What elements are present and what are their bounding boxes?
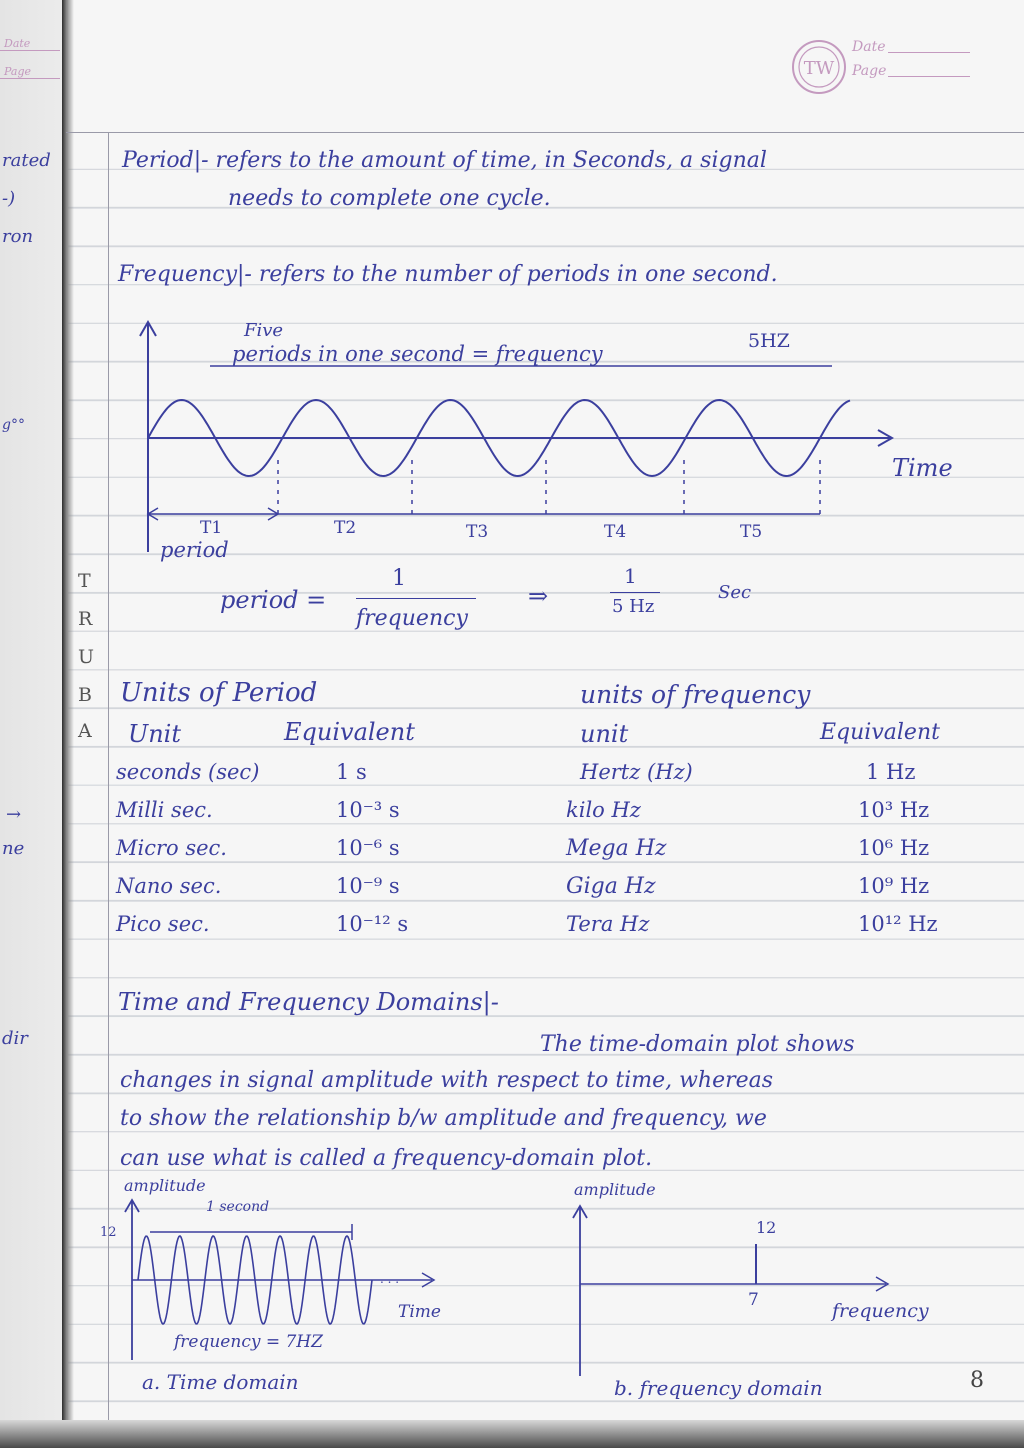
units-frequency-col-equiv: Equivalent bbox=[820, 720, 940, 745]
page-label: Page bbox=[852, 63, 887, 79]
period-unit-row: Nano sec. bbox=[116, 874, 222, 898]
units-frequency-title: units of frequency bbox=[580, 680, 811, 709]
period-unit-row: seconds (sec) bbox=[116, 760, 260, 784]
period-T2: T2 bbox=[334, 518, 357, 538]
td-top-label: 1 second bbox=[206, 1199, 270, 1215]
tw-logo bbox=[790, 38, 848, 96]
formula-denominator: frequency bbox=[356, 606, 468, 631]
period-T5: T5 bbox=[740, 522, 763, 542]
frequency-unit-row: kilo Hz bbox=[566, 798, 641, 822]
formula-arrow: ⇒ bbox=[528, 582, 549, 610]
previous-page-strip bbox=[0, 0, 68, 1448]
binding-shadow bbox=[62, 0, 74, 1448]
units-period-col-unit: Unit bbox=[128, 720, 182, 748]
fd-caption: b. frequency domain bbox=[614, 1376, 823, 1400]
period-equiv-row: 10⁻⁶ s bbox=[336, 836, 400, 860]
date-line bbox=[888, 52, 970, 53]
domains-line1: The time-domain plot shows bbox=[540, 1032, 855, 1057]
period-equiv-row: 10⁻³ s bbox=[336, 798, 400, 822]
frequency-unit-row: Tera Hz bbox=[566, 912, 650, 936]
frequency-equiv-row: 10¹² Hz bbox=[858, 912, 938, 936]
period-unit-row: Pico sec. bbox=[116, 912, 210, 936]
logo-text: TW bbox=[803, 58, 835, 79]
period-equiv-row: 10⁻⁹ s bbox=[336, 874, 400, 898]
strip-fragment: ne bbox=[2, 838, 25, 859]
fd-amp-value: 12 bbox=[756, 1218, 777, 1237]
strip-fragment: g°° bbox=[2, 417, 25, 433]
period-T3: T3 bbox=[466, 522, 489, 542]
strip-fragment: dir bbox=[2, 1028, 28, 1049]
page-line bbox=[888, 76, 970, 77]
units-frequency-col-unit: unit bbox=[580, 720, 629, 748]
sine-label-value: 5HZ bbox=[748, 330, 790, 352]
svg-text:. . .: . . . bbox=[380, 1272, 400, 1286]
period-T1: T1 bbox=[200, 518, 223, 538]
frequency-equiv-row: 10³ Hz bbox=[858, 798, 930, 822]
units-period-col-equiv: Equivalent bbox=[284, 718, 415, 746]
period-definition-line1: Period|- refers to the amount of time, in Seconds, a signal bbox=[122, 148, 767, 173]
formula-rhs-note: Sec bbox=[718, 582, 752, 603]
strip-fragment: rated bbox=[2, 150, 51, 171]
formula-fraction-bar bbox=[356, 598, 476, 599]
strip-arrow-icon: → bbox=[6, 804, 22, 825]
domains-line4: can use what is called a frequency-domain plot. bbox=[120, 1146, 653, 1171]
margin-note: U bbox=[78, 646, 95, 668]
page-bottom-edge bbox=[0, 1420, 1024, 1448]
formula-rhs-denominator: 5 Hz bbox=[612, 596, 655, 617]
page-number: 8 bbox=[970, 1368, 984, 1393]
frequency-equiv-row: 10⁶ Hz bbox=[858, 836, 930, 860]
sine-curve bbox=[148, 400, 850, 476]
left-page-line bbox=[0, 78, 60, 79]
left-page-label: Page bbox=[4, 65, 32, 78]
date-label: Date bbox=[852, 39, 886, 55]
period-unit-row: Micro sec. bbox=[116, 836, 227, 860]
margin-note: T bbox=[78, 570, 91, 592]
frequency-unit-row: Hertz (Hz) bbox=[580, 760, 693, 784]
formula-lhs: period = bbox=[220, 586, 327, 614]
frequency-equiv-row: 1 Hz bbox=[866, 760, 916, 784]
period-T4: T4 bbox=[604, 522, 627, 542]
margin-note: B bbox=[78, 684, 92, 706]
time-domain-wave bbox=[138, 1236, 372, 1324]
period-definition-line2: needs to complete one cycle. bbox=[228, 186, 551, 211]
margin-line-top bbox=[66, 132, 1024, 133]
fd-x-label: frequency bbox=[832, 1300, 929, 1322]
domains-line2: changes in signal amplitude with respect to time, whereas bbox=[120, 1068, 774, 1093]
sine-label-main: periods in one second = frequency bbox=[232, 342, 603, 366]
sine-axis-label: Time bbox=[892, 454, 953, 482]
domains-heading: Time and Frequency Domains|- bbox=[118, 988, 499, 1016]
margin-note: R bbox=[78, 608, 93, 630]
formula-numerator: 1 bbox=[392, 566, 406, 591]
td-amp-value: 12 bbox=[100, 1225, 117, 1240]
strip-fragment: -) bbox=[2, 188, 16, 209]
domains-line3: to show the relationship b/w amplitude and frequency, we bbox=[120, 1106, 767, 1131]
period-label: period bbox=[160, 538, 229, 562]
margin-note: A bbox=[78, 720, 92, 742]
frequency-unit-row: Mega Hz bbox=[566, 836, 667, 861]
frequency-definition: Frequency|- refers to the number of periods in one second. bbox=[118, 262, 778, 287]
sine-label-top: Five bbox=[244, 320, 284, 341]
left-date-line bbox=[0, 50, 60, 51]
fd-y-label: amplitude bbox=[574, 1180, 656, 1199]
formula-rhs-bar bbox=[610, 592, 660, 593]
formula-rhs-numerator: 1 bbox=[624, 564, 637, 588]
frequency-equiv-row: 10⁹ Hz bbox=[858, 874, 930, 898]
td-freq-label: frequency = 7HZ bbox=[174, 1332, 323, 1352]
td-y-label: amplitude bbox=[124, 1176, 206, 1195]
period-equiv-row: 1 s bbox=[336, 760, 367, 784]
fd-freq-value: 7 bbox=[748, 1290, 759, 1310]
period-unit-row: Milli sec. bbox=[116, 798, 213, 822]
left-date-label: Date bbox=[4, 37, 31, 50]
strip-fragment: ron bbox=[2, 226, 34, 247]
units-period-title: Units of Period bbox=[120, 678, 318, 708]
period-equiv-row: 10⁻¹² s bbox=[336, 912, 409, 936]
td-caption: a. Time domain bbox=[142, 1370, 299, 1394]
td-x-label: Time bbox=[398, 1302, 441, 1322]
frequency-unit-row: Giga Hz bbox=[566, 874, 656, 899]
